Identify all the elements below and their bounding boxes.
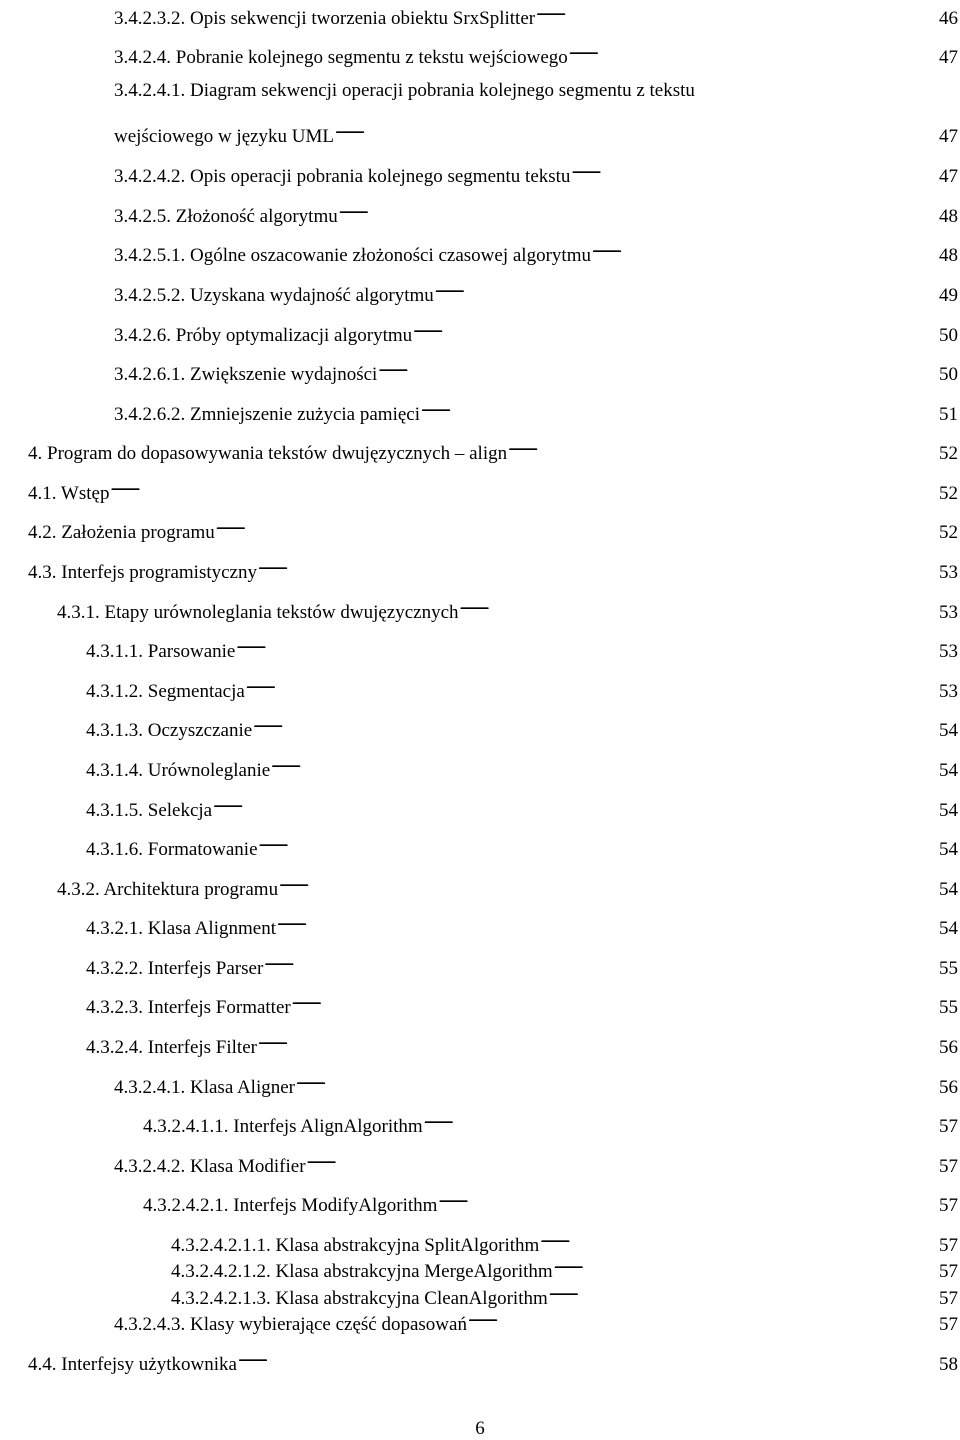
toc-entry-text: 4.3.1.2. Segmentacja: [86, 681, 245, 702]
dot-leader: [236, 633, 938, 657]
toc-page-number: 53: [939, 641, 958, 662]
dot-leader: [238, 1346, 938, 1370]
dot-leader: [378, 356, 938, 380]
toc-entry[interactable]: [114, 277, 958, 308]
toc-page-number: 55: [939, 958, 958, 979]
toc-entry-text: 3.4.2.5.1. Ogólne oszacowanie złożoności czasowej algorytmu: [114, 245, 591, 266]
dot-leader: [508, 435, 938, 459]
toc-entry[interactable]: [114, 317, 958, 348]
dot-leader: [307, 1148, 938, 1172]
toc-entry[interactable]: [86, 792, 958, 823]
toc-entry[interactable]: [57, 594, 958, 625]
dot-leader: [468, 1306, 938, 1330]
dot-leader: [279, 871, 938, 895]
toc-page-number: 53: [939, 681, 958, 702]
toc-entry-text: 4.3.2.4.2.1.3. Klasa abstrakcyjna CleanAlgorithm: [171, 1288, 548, 1309]
toc-entry[interactable]: [86, 712, 958, 743]
dot-leader: [460, 594, 938, 618]
toc-entry-text: 3.4.2.4.2. Opis operacji pobrania kolejnego segmentu tekstu: [114, 166, 571, 187]
dot-leader: [277, 910, 938, 934]
dot-leader: [554, 1253, 938, 1277]
toc-entry-text: 4.3.1.1. Parsowanie: [86, 641, 236, 662]
dot-leader: [258, 554, 938, 578]
toc-entry[interactable]: [28, 514, 958, 545]
toc-page-number: 52: [939, 443, 958, 464]
toc-page-number: 57: [939, 1156, 958, 1177]
toc-entry-text: 3.4.2.4. Pobranie kolejnego segmentu z tekstu wejściowego: [114, 47, 568, 68]
toc-entry-text: 4.1. Wstęp: [28, 483, 110, 504]
dot-leader: [110, 475, 938, 499]
toc-page-number: 46: [939, 8, 958, 29]
dot-leader: [413, 317, 938, 341]
dot-leader: [253, 712, 938, 736]
toc-page-number: 57: [939, 1261, 958, 1282]
toc-entry-text: 4.3.2.1. Klasa Alignment: [86, 918, 276, 939]
toc-entry[interactable]: [114, 198, 958, 229]
toc-entry[interactable]: [86, 673, 958, 704]
toc-entry[interactable]: [28, 1346, 958, 1377]
toc-entry-text: 4.3.2. Architektura programu: [57, 879, 279, 900]
toc-entry-text: 4.4. Interfejsy użytkownika: [28, 1354, 237, 1375]
dot-leader: [296, 1069, 938, 1093]
dot-leader: [335, 118, 938, 142]
toc-entry[interactable]: [86, 633, 958, 664]
toc-entry-continuation: wejściowego w języku UML: [114, 126, 335, 147]
dot-leader: [438, 1187, 938, 1211]
toc-entry[interactable]: [57, 871, 958, 902]
toc-page-number: 47: [939, 166, 958, 187]
toc-page-number: 50: [939, 325, 958, 346]
toc-entry-text: 4.3.1.6. Formatowanie: [86, 839, 258, 860]
toc-entry[interactable]: [86, 1029, 958, 1060]
dot-leader: [213, 792, 938, 816]
toc-entry-text: 4.3.1.4. Urównoleglanie: [86, 760, 271, 781]
toc-entry-text: 4.3. Interfejs programistyczny: [28, 562, 257, 583]
toc-entry-text: 4.3.2.4. Interfejs Filter: [86, 1037, 257, 1058]
toc-entry-text: 4.3.2.4.2.1. Interfejs ModifyAlgorithm: [143, 1195, 438, 1216]
dot-leader: [216, 514, 938, 538]
toc-page-number: 57: [939, 1288, 958, 1309]
toc-entry-text: 4.2. Założenia programu: [28, 522, 215, 543]
toc-page-number: 47: [939, 126, 958, 147]
toc-entry[interactable]: [86, 950, 958, 981]
toc-entry-text: 3.4.2.4.1. Diagram sekwencji operacji pobrania kolejnego segmentu z tekstu: [114, 80, 695, 101]
dot-leader: [424, 1108, 938, 1132]
toc-page-number: 57: [939, 1314, 958, 1335]
toc-entry[interactable]: [143, 1187, 958, 1218]
toc-page-number: 48: [939, 206, 958, 227]
toc-entry[interactable]: [114, 1069, 958, 1100]
toc-page-number: 54: [939, 760, 958, 781]
toc-page-number: 57: [939, 1116, 958, 1137]
toc-entry[interactable]: [114, 237, 958, 268]
dot-leader: [246, 673, 938, 697]
toc-entry-text: 4.3.1.5. Selekcja: [86, 800, 213, 821]
dot-leader: [259, 831, 938, 855]
toc-entry-text: 3.4.2.5. Złożoność algorytmu: [114, 206, 338, 227]
toc-entry-text: 4.3.2.4.2. Klasa Modifier: [114, 1156, 306, 1177]
toc-entry-text: 3.4.2.3.2. Opis sekwencji tworzenia obiektu SrxSplitter: [114, 8, 536, 29]
dot-leader: [258, 1029, 938, 1053]
toc-entry-text: 3.4.2.6. Próby optymalizacji algorytmu: [114, 325, 413, 346]
toc-entry-text: 3.4.2.6.1. Zwiększenie wydajności: [114, 364, 378, 385]
toc-entry[interactable]: [114, 1148, 958, 1179]
toc-page-number: 53: [939, 602, 958, 623]
toc-entry[interactable]: [86, 989, 958, 1020]
dot-leader: [292, 989, 938, 1013]
toc-page-number: 52: [939, 522, 958, 543]
toc-entry-text: 4.3.2.4.2.1.2. Klasa abstrakcyjna MergeAlgorithm: [171, 1261, 553, 1282]
toc-entry-text: 4.3.2.4.3. Klasy wybierające część dopasowań: [114, 1314, 467, 1335]
dot-leader: [592, 237, 938, 261]
dot-leader: [540, 1227, 938, 1251]
toc-entry-text: 4.3.2.2. Interfejs Parser: [86, 958, 264, 979]
toc-page-number: 53: [939, 562, 958, 583]
toc-entry[interactable]: [28, 554, 958, 585]
dot-leader: [339, 198, 938, 222]
toc-entry-text: 4.3.2.3. Interfejs Formatter: [86, 997, 291, 1018]
toc-entry-text: 4. Program do dopasowywania tekstów dwujęzycznych – align: [28, 443, 508, 464]
toc-page-number: 56: [939, 1037, 958, 1058]
toc-entry-text: 4.3.2.4.1. Klasa Aligner: [114, 1077, 296, 1098]
dot-leader: [569, 39, 938, 63]
toc-entry[interactable]: [114, 39, 958, 70]
toc-entry[interactable]: [114, 1306, 958, 1337]
toc-page-number: 54: [939, 839, 958, 860]
toc-entry[interactable]: [28, 475, 958, 506]
toc-page-number: 54: [939, 918, 958, 939]
toc-page-number: 52: [939, 483, 958, 504]
toc-page-number: 58: [939, 1354, 958, 1375]
toc-page-number: 54: [939, 879, 958, 900]
toc-entry-text: 4.3.1. Etapy urównoleglania tekstów dwujęzycznych: [57, 602, 459, 623]
toc-page-number: 47: [939, 47, 958, 68]
toc-page-number: 57: [939, 1235, 958, 1256]
toc-entry[interactable]: [114, 118, 958, 149]
dot-leader: [549, 1280, 938, 1304]
dot-leader: [435, 277, 938, 301]
toc-entry[interactable]: [86, 752, 958, 783]
toc-page-number: 49: [939, 285, 958, 306]
toc-entry[interactable]: [86, 831, 958, 862]
dot-leader: [271, 752, 938, 776]
toc-entry[interactable]: [114, 396, 958, 427]
toc-entry-text: 4.3.2.4.1.1. Interfejs AlignAlgorithm: [143, 1116, 423, 1137]
toc-entry[interactable]: [28, 435, 958, 466]
toc-page-number: 54: [939, 800, 958, 821]
dot-leader: [536, 0, 938, 24]
toc-entry[interactable]: [114, 356, 958, 387]
toc-entry-text: 4.3.1.3. Oczyszczanie: [86, 720, 253, 741]
toc-entry-text: 3.4.2.6.2. Zmniejszenie zużycia pamięci: [114, 404, 420, 425]
dot-leader: [264, 950, 938, 974]
toc-page-number: 57: [939, 1195, 958, 1216]
page-number: 6: [475, 1418, 485, 1439]
toc-entry[interactable]: [114, 0, 958, 31]
toc-entry-text: 3.4.2.5.2. Uzyskana wydajność algorytmu: [114, 285, 434, 306]
toc-page-number: 50: [939, 364, 958, 385]
toc-page-number: 51: [939, 404, 958, 425]
toc-page-number: 55: [939, 997, 958, 1018]
toc-entry[interactable]: [86, 910, 958, 941]
toc-page-number: 54: [939, 720, 958, 741]
toc-entry[interactable]: [143, 1108, 958, 1139]
toc-page-number: 56: [939, 1077, 958, 1098]
toc-entry[interactable]: [114, 158, 958, 189]
toc-page-number: 48: [939, 245, 958, 266]
dot-leader: [571, 158, 938, 182]
toc-entry-text: 4.3.2.4.2.1.1. Klasa abstrakcyjna SplitAlgorithm: [171, 1235, 540, 1256]
dot-leader: [421, 396, 938, 420]
